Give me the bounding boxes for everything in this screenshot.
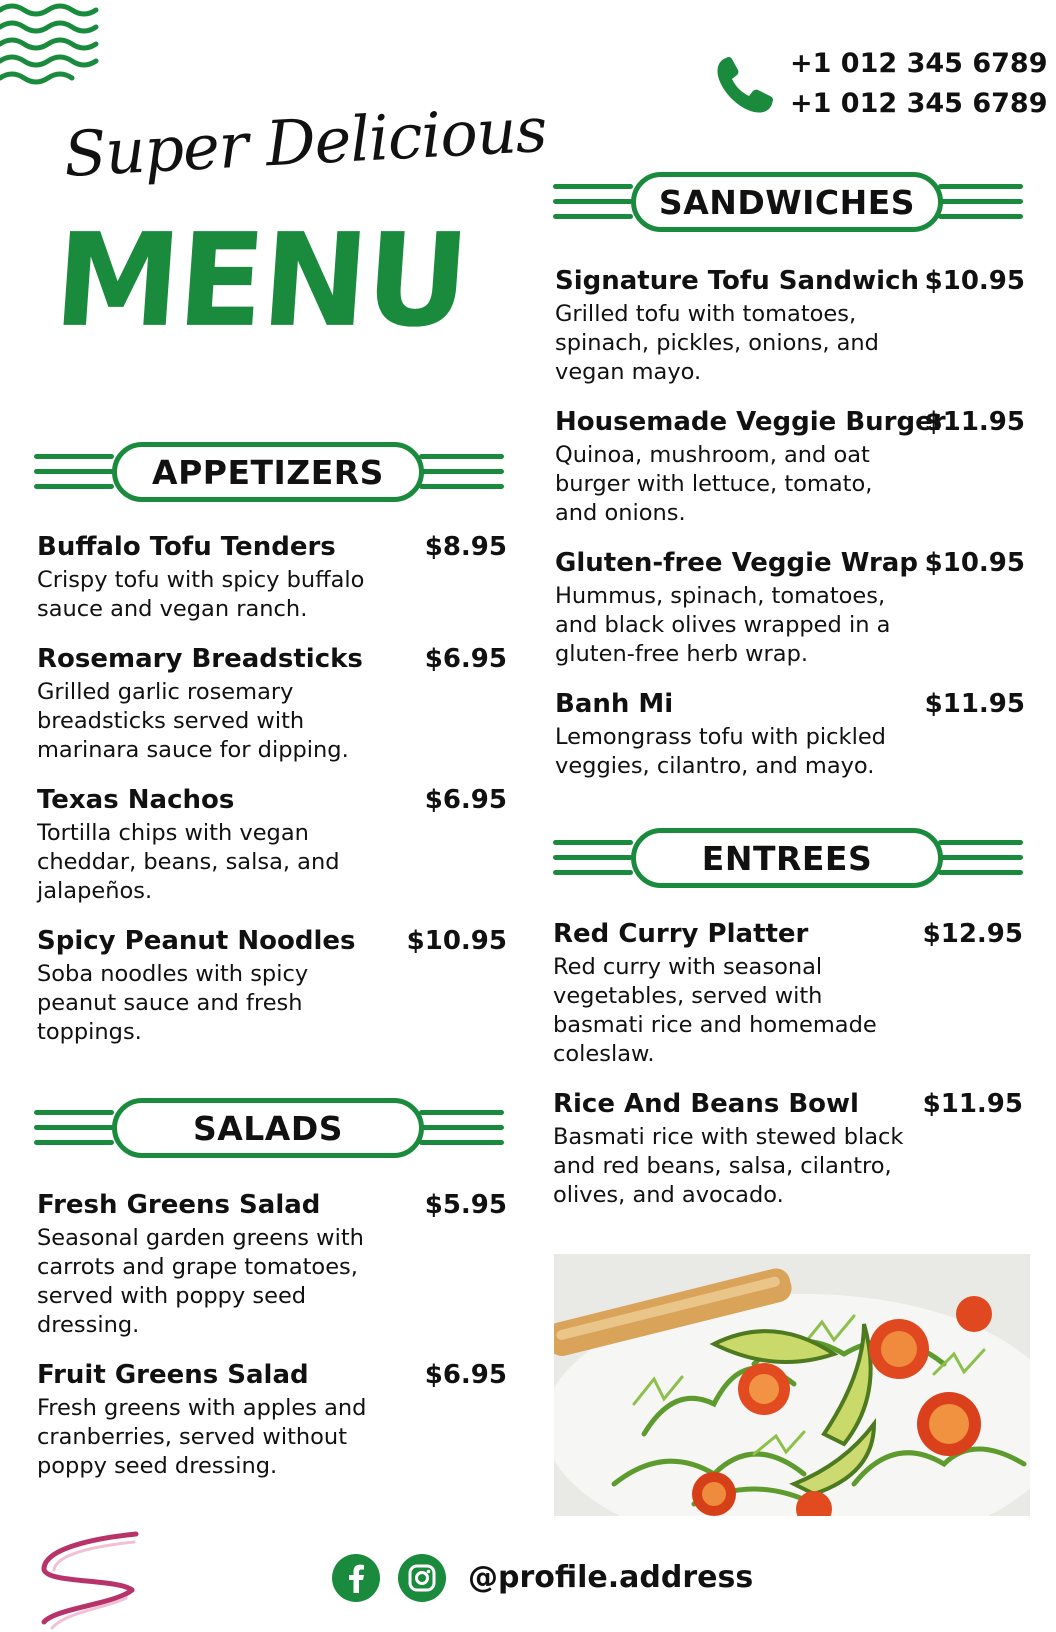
- ribbon-swirl-decoration: [36, 1528, 146, 1632]
- item-description: Grilled garlic rosemary breadsticks served with marinara sauce for dipping.: [37, 679, 349, 763]
- item-description: Quinoa, mushroom, and oat burger with lettuce, tomato, and onions.: [555, 442, 873, 526]
- item-price: $11.95: [922, 1089, 1023, 1119]
- item-name: Rosemary Breadsticks: [37, 644, 363, 674]
- item-name: Signature Tofu Sandwich: [555, 266, 920, 296]
- item-price: $12.95: [922, 919, 1023, 949]
- profile-handle[interactable]: @profile.address: [468, 1560, 754, 1595]
- menu-title: MENU: [49, 205, 472, 356]
- facebook-icon[interactable]: [332, 1554, 380, 1602]
- item-name: Gluten-free Veggie Wrap: [555, 548, 918, 578]
- menu-item: [37, 1190, 507, 1340]
- menu-item: [37, 785, 507, 906]
- item-price: $11.95: [924, 689, 1025, 719]
- item-price: $5.95: [424, 1190, 507, 1220]
- appetizers-banner: [34, 440, 504, 508]
- item-price: $8.95: [424, 532, 507, 562]
- item-price: $6.95: [424, 1360, 507, 1390]
- sandwiches-heading: SANDWICHES: [658, 182, 916, 222]
- item-description: Grilled tofu with tomatoes, spinach, pickles, onions, and vegan mayo.: [555, 301, 879, 385]
- menu-item: [555, 689, 1025, 781]
- item-name: Rice And Beans Bowl: [553, 1089, 859, 1119]
- salads-banner: [34, 1096, 504, 1164]
- menu-item: [555, 266, 1025, 387]
- item-description: Lemongrass tofu with pickled veggies, cilantro, and mayo.: [555, 724, 886, 779]
- item-price: $6.95: [424, 785, 507, 815]
- item-name: Texas Nachos: [37, 785, 235, 815]
- menu-item: [37, 1360, 507, 1481]
- item-price: $10.95: [924, 548, 1025, 578]
- menu-item: [553, 1089, 1023, 1210]
- item-description: Crispy tofu with spicy buffalo sauce and vegan ranch.: [37, 567, 365, 622]
- sandwiches-banner: [553, 170, 1023, 238]
- item-name: Banh Mi: [555, 689, 674, 719]
- item-name: Buffalo Tofu Tenders: [37, 532, 336, 562]
- wave-pattern-decoration: [0, 0, 110, 92]
- salad-photo: [554, 1254, 1030, 1516]
- menu-item: [555, 548, 1025, 669]
- item-name: Red Curry Platter: [553, 919, 809, 949]
- menu-item: [37, 926, 507, 1047]
- item-description: Seasonal garden greens with carrots and grape tomatoes, served with poppy seed dressing.: [37, 1225, 364, 1338]
- menu-item: [37, 532, 507, 624]
- phone-number-1: +1 012 345 6789: [790, 48, 1048, 79]
- menu-item: [37, 644, 507, 765]
- item-price: $10.95: [406, 926, 507, 956]
- item-description: Hummus, spinach, tomatoes, and black olives wrapped in a gluten-free herb wrap.: [555, 583, 891, 667]
- item-description: Tortilla chips with vegan cheddar, beans, salsa, and jalapeños.: [37, 820, 340, 904]
- phone-icon: [712, 54, 776, 118]
- item-name: Spicy Peanut Noodles: [37, 926, 356, 956]
- item-name: Fresh Greens Salad: [37, 1190, 321, 1220]
- item-description: Soba noodles with spicy peanut sauce and fresh toppings.: [37, 961, 309, 1045]
- phone-number-2: +1 012 345 6789: [790, 88, 1048, 119]
- item-name: Fruit Greens Salad: [37, 1360, 309, 1390]
- salads-heading: SALADS: [192, 1108, 344, 1148]
- script-title: Super Delicious: [62, 92, 549, 191]
- item-description: Red curry with seasonal vegetables, served with basmati rice and homemade coleslaw.: [553, 954, 877, 1067]
- instagram-icon[interactable]: [398, 1554, 446, 1602]
- menu-item: [555, 407, 1025, 528]
- entrees-heading: ENTREES: [701, 838, 873, 878]
- item-price: $11.95: [924, 407, 1025, 437]
- entrees-banner: [553, 826, 1023, 894]
- item-price: $10.95: [924, 266, 1025, 296]
- item-description: Fresh greens with apples and cranberries, served without poppy seed dressing.: [37, 1395, 367, 1479]
- menu-item: [553, 919, 1023, 1069]
- item-price: $6.95: [424, 644, 507, 674]
- item-name: Housemade Veggie Burger: [555, 407, 946, 437]
- item-description: Basmati rice with stewed black and red beans, salsa, cilantro, olives, and avocado.: [553, 1124, 904, 1208]
- appetizers-heading: APPETIZERS: [152, 452, 384, 492]
